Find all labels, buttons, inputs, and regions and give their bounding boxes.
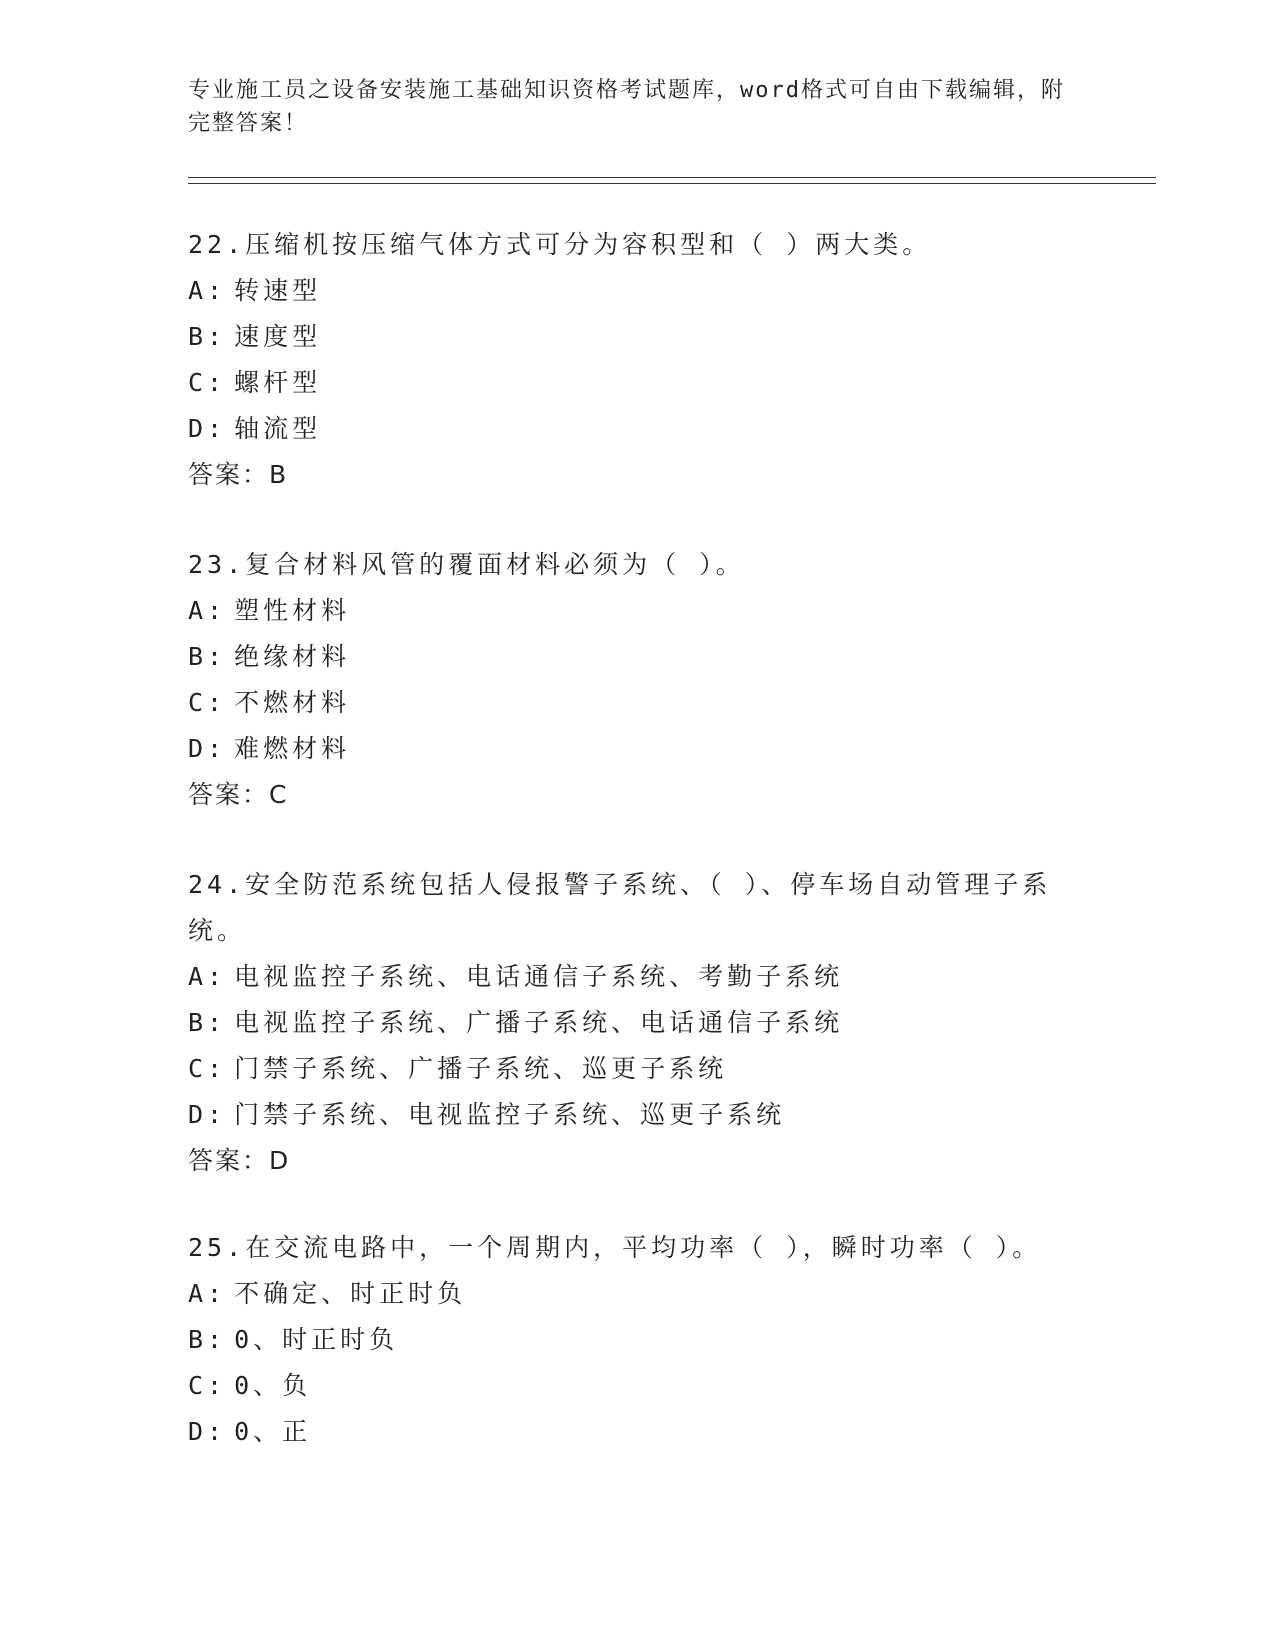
option-d xyxy=(188,726,1088,772)
option-b xyxy=(188,314,1088,360)
option-key: B: xyxy=(188,1325,227,1354)
option-text: 电视监控子系统、电话通信子系统、考勤子系统 xyxy=(234,962,844,991)
question-stem: 22.压缩机按压缩气体方式可分为容积型和（ ）两大类。 xyxy=(188,230,932,259)
option-key: B: xyxy=(188,642,227,671)
option-c xyxy=(188,1046,1068,1092)
option-a xyxy=(188,1271,1088,1317)
option-text: 轴流型 xyxy=(234,414,322,443)
option-text: 转速型 xyxy=(234,276,322,305)
document-header: 专业施工员之设备安装施工基础知识资格考试题库，word格式可自由下载编辑，附完整答案！ xyxy=(188,78,1065,136)
question-22 xyxy=(188,222,1088,498)
option-key: C: xyxy=(188,368,227,397)
option-text: 0、正 xyxy=(234,1417,312,1446)
answer-label: 答案：D xyxy=(188,1146,291,1175)
option-a xyxy=(188,954,1068,1000)
answer-label: 答案：C xyxy=(188,780,289,809)
option-d xyxy=(188,1409,1088,1455)
option-text: 0、时正时负 xyxy=(234,1325,399,1354)
option-key: A: xyxy=(188,1279,227,1308)
option-key: B: xyxy=(188,1008,227,1037)
option-text: 电视监控子系统、广播子系统、电话通信子系统 xyxy=(234,1008,844,1037)
option-key: D: xyxy=(188,1417,227,1446)
option-text: 不确定、时正时负 xyxy=(234,1279,467,1308)
option-d xyxy=(188,406,1088,452)
option-text: 不燃材料 xyxy=(234,688,351,717)
option-b xyxy=(188,1000,1068,1046)
option-c xyxy=(188,360,1088,406)
option-key: A: xyxy=(188,276,227,305)
option-text: 0、负 xyxy=(234,1371,312,1400)
option-key: C: xyxy=(188,688,227,717)
option-text: 螺杆型 xyxy=(234,368,322,397)
option-key: D: xyxy=(188,414,227,443)
option-d xyxy=(188,1092,1068,1138)
option-b xyxy=(188,634,1088,680)
question-23 xyxy=(188,542,1088,818)
option-key: B: xyxy=(188,322,227,351)
option-c xyxy=(188,1363,1088,1409)
option-key: A: xyxy=(188,962,227,991)
option-b xyxy=(188,1317,1088,1363)
option-key: D: xyxy=(188,1100,227,1129)
option-key: A: xyxy=(188,596,227,625)
option-text: 塑性材料 xyxy=(234,596,351,625)
option-a xyxy=(188,268,1088,314)
option-key: C: xyxy=(188,1371,227,1400)
option-key: C: xyxy=(188,1054,227,1083)
question-stem: 24.安全防范系统包括人侵报警子系统、（ ）、停车场自动管理子系统。 xyxy=(188,870,1052,945)
option-text: 难燃材料 xyxy=(234,734,351,763)
option-key: D: xyxy=(188,734,227,763)
answer-label: 答案：B xyxy=(188,460,289,489)
question-stem: 23.复合材料风管的覆面材料必须为（ ）。 xyxy=(188,550,745,579)
option-text: 门禁子系统、电视监控子系统、巡更子系统 xyxy=(234,1100,786,1129)
question-stem: 25.在交流电路中，一个周期内，平均功率（ ），瞬时功率（ ）。 xyxy=(188,1233,1042,1262)
header-divider xyxy=(188,177,1156,184)
option-c xyxy=(188,680,1088,726)
option-text: 门禁子系统、广播子系统、巡更子系统 xyxy=(234,1054,728,1083)
option-text: 绝缘材料 xyxy=(234,642,351,671)
question-24 xyxy=(188,862,1068,1184)
question-25 xyxy=(188,1225,1088,1455)
option-text: 速度型 xyxy=(234,322,322,351)
option-a xyxy=(188,588,1088,634)
